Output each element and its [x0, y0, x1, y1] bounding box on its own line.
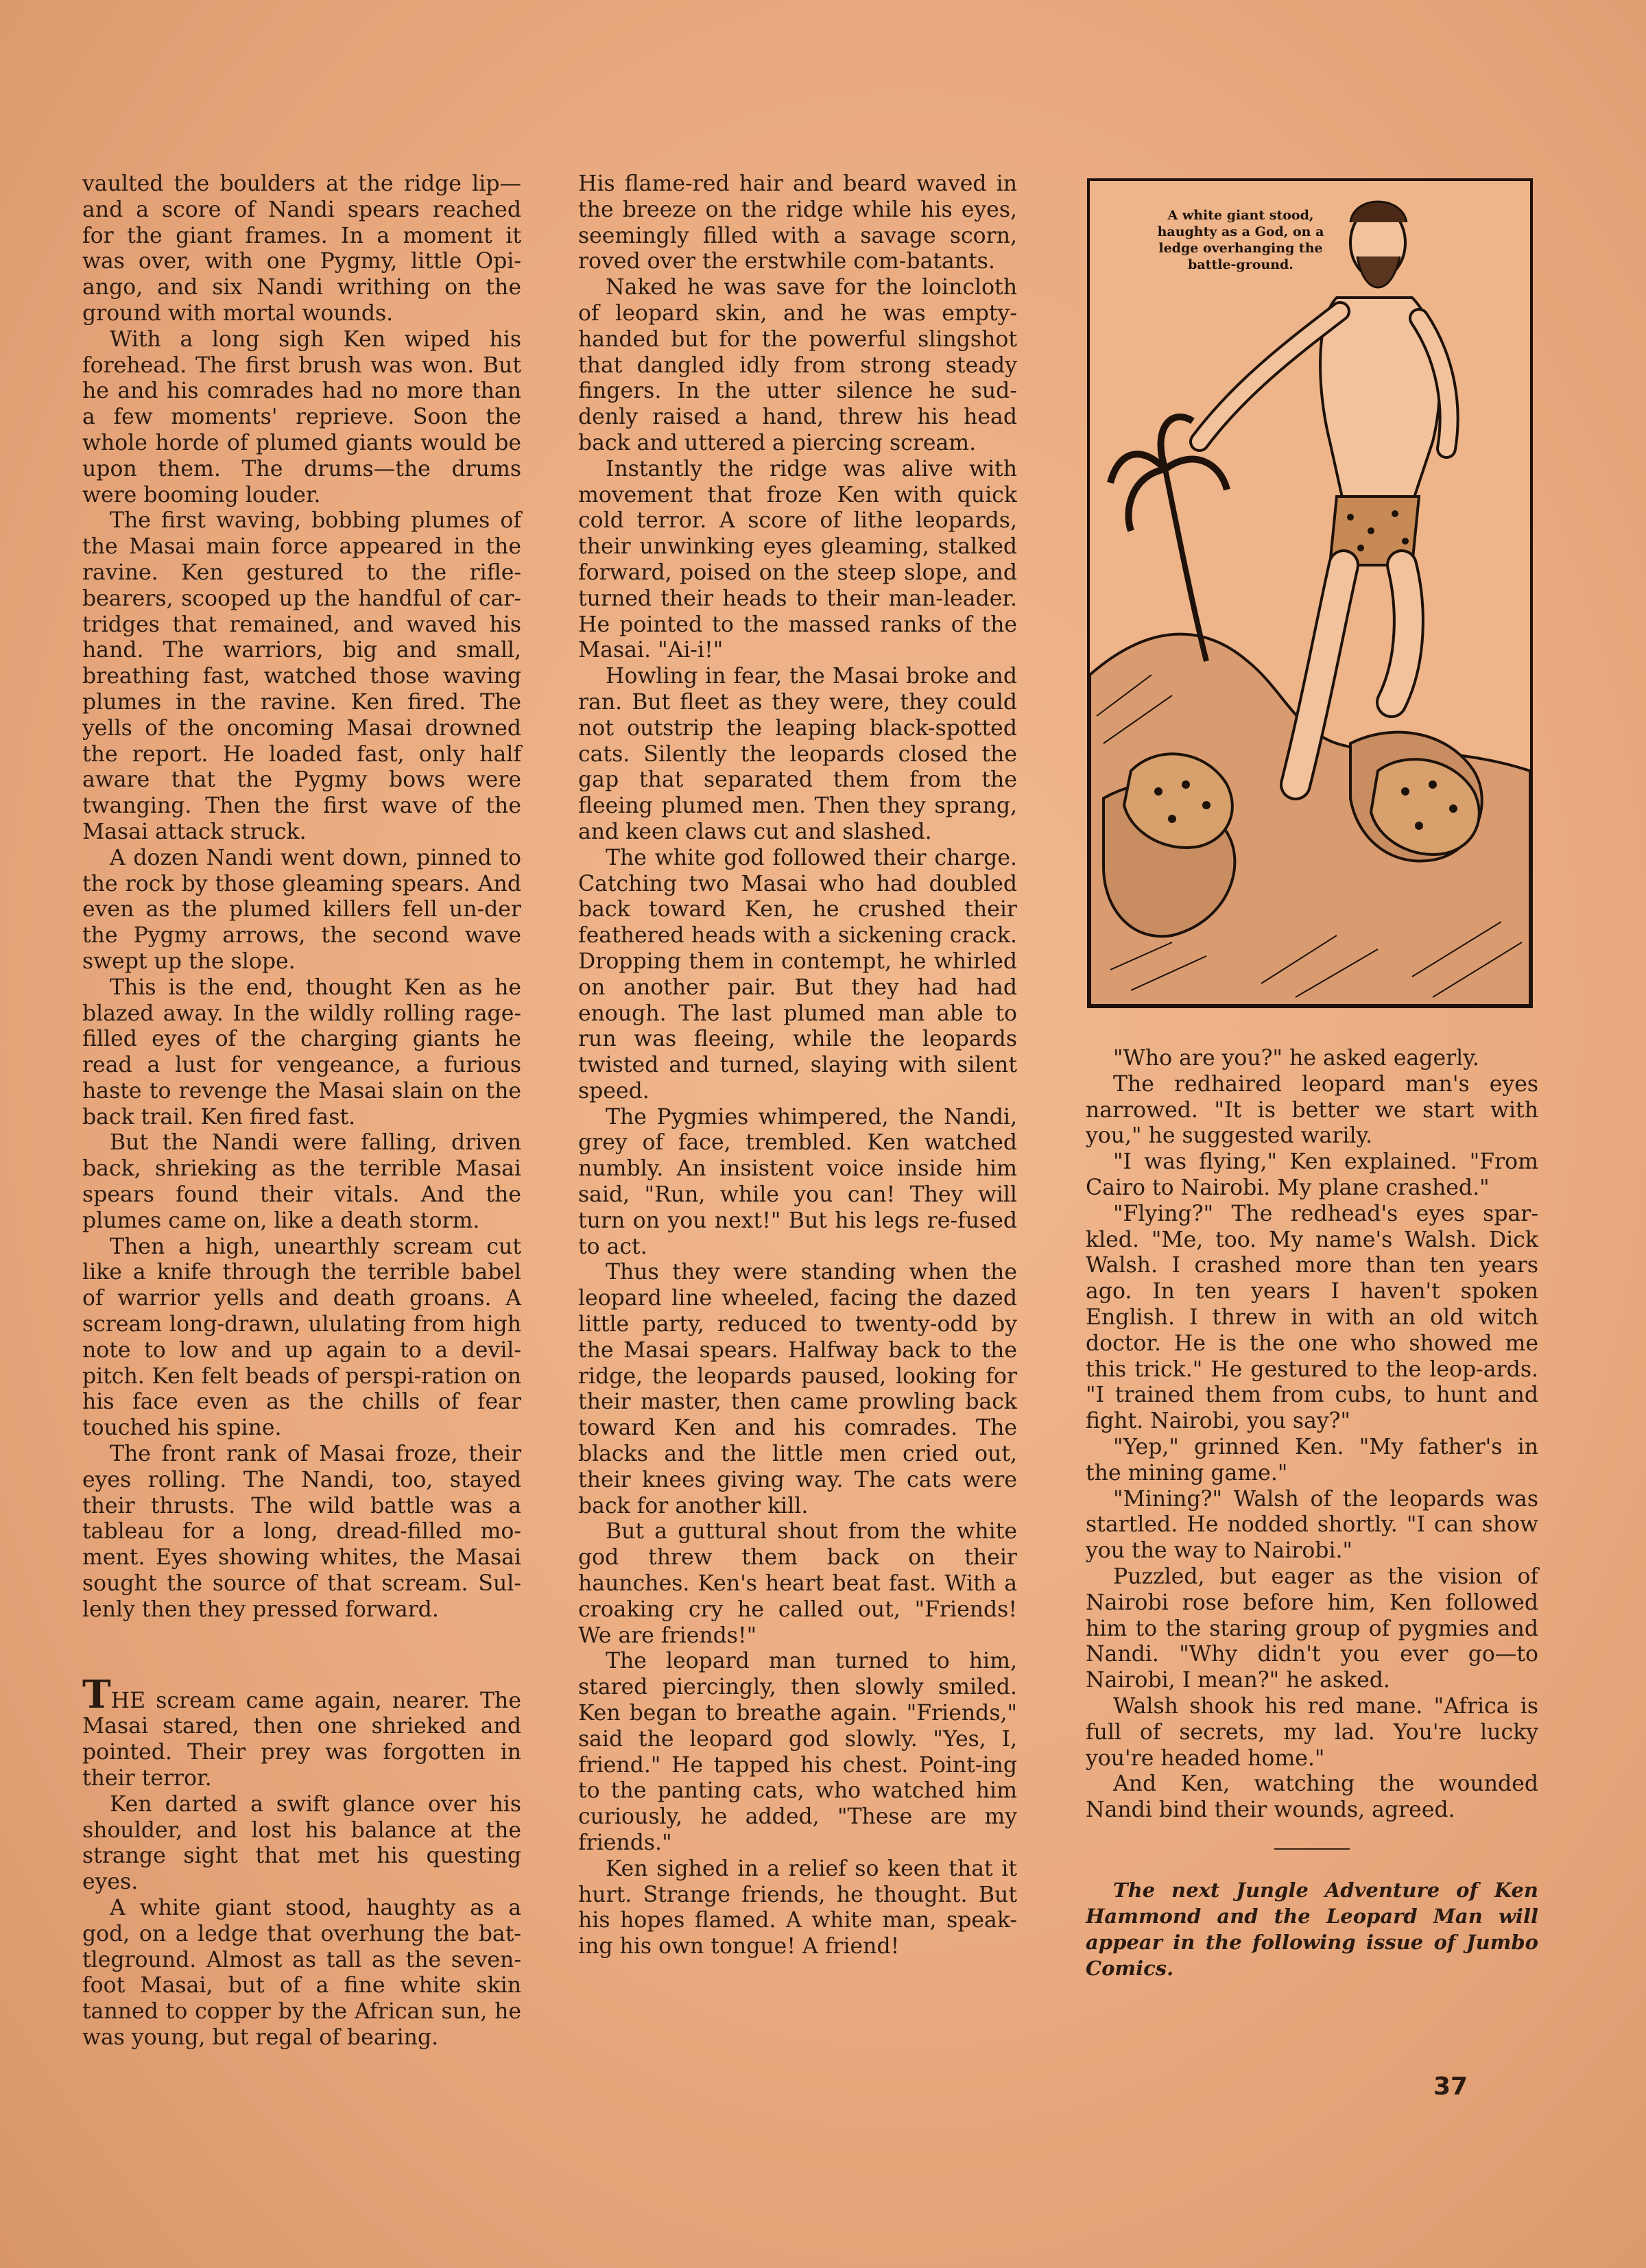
paragraph: This is the end, thought Ken as he blazed away. In the wildly rolling rage-filled eyes of the charging giants he read a lust for vengeance, a furious haste to revenge the Masai slain on the back trail. Ken fired fast.	[82, 975, 521, 1130]
text-column-2	[578, 171, 1017, 1960]
paragraph: And Ken, watching the wounded Nandi bind their wounds, agreed.	[1086, 1771, 1538, 1823]
paragraph: Howling in fear, the Masai broke and ran. But fleet as they were, they could not outstrip the leaping black-spotted cats. Silently the leopards closed the gap that separated them from the fleeing plumed men. Then they sprang, and keen claws cut and slashed.	[578, 664, 1017, 844]
paragraph: Naked he was save for the loincloth of leopard skin, and he was empty-handed but for the powerful slingshot that dangled idly from strong steady fingers. In the utter silence he sud-denly raised a hand, threw his head back and uttered a piercing scream.	[578, 275, 1017, 455]
paragraph: Ken darted a swift glance over his shoulder, and lost his balance at the strange sight that met his questing eyes.	[82, 1791, 521, 1895]
paragraph: Then a high, unearthly scream cut like a knife through the terrible babel of warrior yells and death groans. A scream long-drawn, ululating from high note to low and up again to a devil-pitch. Ken felt beads of perspi-ration on his face even as the chills of fear touched his spine.	[82, 1234, 521, 1441]
paragraph: But the Nandi were falling, driven back, shrieking as the terrible Masai spears found their vitals. And the plumes came on, like a death storm.	[82, 1130, 521, 1233]
paragraph: "Flying?" The redhead's eyes spar-kled. "Me, too. My name's Walsh. Dick Walsh. I crashed more than ten years ago. In ten years I haven't spoken English. I threw in with an old witch doctor. He is the one who showed me this trick." He gestured to the leop-ards. "I trained them from cubs, to hunt and fight. Nairobi, you say?"	[1086, 1201, 1538, 1434]
paragraph: The first waving, bobbing plumes of the Masai main force appeared in the ravine. Ken gestured to the rifle-bearers, scooped up the handful of car-tridges that remained, and waved his hand. The warriors, big and small, breathing fast, watched those waving plumes in the ravine. Ken fired. The yells of the oncoming Masai drowned the report. He loaded fast, only half aware that the Pygmy bows were twanging. Then the first wave of the Masai attack struck.	[82, 508, 521, 844]
paragraph: "I was flying," Ken explained. "From Cairo to Nairobi. My plane crashed."	[1086, 1149, 1538, 1200]
paragraph: "Yep," grinned Ken. "My father's in the mining game."	[1086, 1434, 1538, 1485]
paragraph: The Pygmies whimpered, the Nandi, grey of face, trembled. Ken watched numbly. An insistent voice inside him said, "Run, while you can! They will turn on you next!" But his legs re-fused to act.	[578, 1104, 1017, 1259]
paragraph: THE scream came again, nearer. The Masai stared, then one shrieked and pointed. Their prey was forgotten in their terror.	[82, 1671, 521, 1791]
paragraph: His flame-red hair and beard waved in the breeze on the ridge while his eyes, seemingly filled with a savage scorn, roved over the erstwhile com-batants.	[578, 171, 1017, 274]
paragraph: With a long sigh Ken wiped his forehead. The first brush was won. But he and his comrades had no more than a few moments' reprieve. Soon the whole horde of plumed giants would be upon them. The drums—the drums were booming louder.	[82, 326, 521, 508]
paragraph: "Mining?" Walsh of the leopards was startled. He nodded shortly. "I can show you the way to Nairobi."	[1086, 1486, 1538, 1564]
next-issue-teaser: The next Jungle Adventure of Ken Hammond and the Leopard Man will appear in the following issue of Jumbo Comics.	[1086, 1878, 1538, 1980]
paragraph: But a guttural shout from the white god threw them back on their haunches. Ken's heart beat fast. With a croaking cry he called out, "Friends! We are friends!"	[578, 1519, 1017, 1648]
divider	[1274, 1848, 1350, 1850]
section-break	[82, 1623, 521, 1675]
text-column-3	[1086, 1046, 1538, 1981]
paragraph: The white god followed their charge. Catching two Masai who had doubled back toward Ken, he crushed their feathered heads with a sickening crack. Dropping them in contempt, he whirled on another pair. But they had had enough. The last plumed man able to run was fleeing, while the leopards twisted and turned, slaying with silent speed.	[578, 845, 1017, 1103]
paragraph: The front rank of Masai froze, their eyes rolling. The Nandi, too, stayed their thrusts. The wild battle was a tableau for a long, dread-filled mo-ment. Eyes showing whites, the Masai sought the source of that scream. Sul-lenly then they pressed forward.	[82, 1442, 521, 1622]
page-number: 37	[1433, 2073, 1468, 2101]
paragraph: A dozen Nandi went down, pinned to the rock by those gleaming spears. And even as the plumed killers fell un-der the Pygmy arrows, the second wave swept up the slope.	[82, 845, 521, 974]
paragraph: A white giant stood, haughty as a god, on a ledge that overhung the bat-tleground. Almost as tall as the seven-foot Masai, but of a fine white skin tanned to copper by the African sun, he was young, but regal of bearing.	[82, 1896, 521, 2050]
leopard-man-illustration	[1090, 181, 1530, 1005]
illustration-caption: A white giant stood, haughty as a God, on a ledge overhanging the battle-ground.	[1157, 208, 1324, 272]
paragraph: Walsh shook his red mane. "Africa is full of secrets, my lad. You're lucky you're headed home."	[1086, 1693, 1538, 1771]
paragraph: vaulted the boulders at the ridge lip—and a score of Nandi spears reached for the giant frames. In a moment it was over, with one Pygmy, little Opi-ango, and six Nandi writhing on the ground with mortal wounds.	[82, 171, 521, 326]
text-column-1	[82, 171, 521, 2051]
paragraph: Puzzled, but eager as the vision of Nairobi rose before him, Ken followed him to the staring group of pygmies and Nandi. "Why didn't you ever go—to Nairobi, I mean?" he asked.	[1086, 1564, 1538, 1693]
paragraph: Ken sighed in a relief so keen that it hurt. Strange friends, he thought. But his hopes flamed. A white man, speak-ing his own tongue! A friend!	[578, 1856, 1017, 1959]
paragraph: The leopard man turned to him, stared piercingly, then slowly smiled. Ken began to breathe again. "Friends," said the leopard god slowly. "Yes, I, friend." He tapped his chest. Point-ing to the panting cats, who watched him curiously, he added, "These are my friends."	[578, 1649, 1017, 1855]
paragraph: Thus they were standing when the leopard line wheeled, facing the dazed little party, reduced to twenty-odd by the Masai spears. Halfway back to the ridge, the leopards paused, looking for their master, then came prowling back toward Ken and his comrades. The blacks and the little men cried out, their knees giving way. The cats were back for another kill.	[578, 1260, 1017, 1518]
paragraph: Instantly the ridge was alive with movement that froze Ken with quick cold terror. A score of lithe leopards, their unwinking eyes gleaming, stalked forward, poised on the steep slope, and turned their heads to their man-leader. He pointed to the massed ranks of the Masai. "Ai-i!"	[578, 456, 1017, 663]
paragraph: The redhaired leopard man's eyes narrowed. "It is better we start with you," he suggested warily.	[1086, 1071, 1538, 1149]
illustration-panel	[1087, 178, 1533, 1008]
paragraph: "Who are you?" he asked eagerly.	[1113, 1046, 1479, 1071]
